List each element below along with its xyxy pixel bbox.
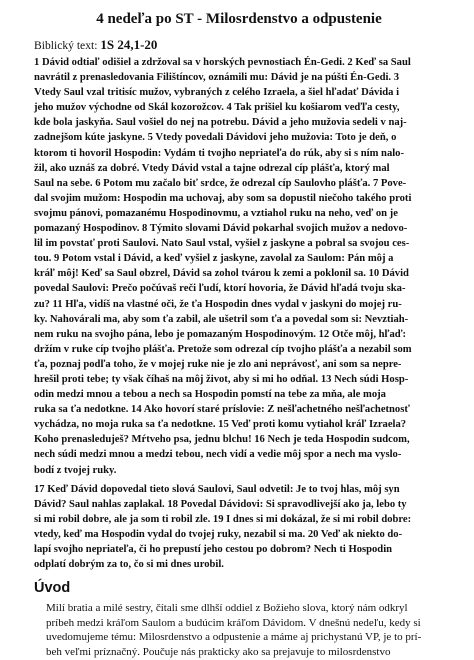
text-line: jeho mužov východne od Skál kozorožcov. 4 Tak prišiel ku košiarom veďľa cesty, (34, 102, 400, 114)
text-line: nem ruku na svojho pána, lebo je pomazaným Hospodinovým. 12 Otče môj, hľaď: (34, 328, 407, 340)
text-line: odin medzi mnou a tebou a nech sa Hospodin pomstí na tebe za mňa, ale moja (34, 389, 386, 401)
text-line: povedal Saulovi: Prečo počúvaš reči ľudí, ktorí hovoria, že Dávid hľadá tvoju ska- (34, 283, 406, 295)
text-line: zu? 11 Hľa, vidíš na vlastné oči, že ťa Hospodin dnes vydal v jaskyni do mojej ru- (34, 298, 402, 310)
text-line: vtedy, keď ma Hospodin vydal do tvojej ruky, nezabil si ma. 20 Veď ak niekto do- (34, 528, 403, 540)
text-line: odplatí dobrým za to, čo si mi dnes urobil. (34, 559, 224, 571)
scripture-paragraph-2 (34, 482, 444, 573)
text-line: uvedomujeme tému: Milosrdenstvo a odpustenie a máme aj prichystanú VP, je to prí- (46, 631, 422, 644)
text-line: lapí svojho nepriateľa, či ho prepustí jeho cestou po dobrom? Nech ti Hospodin (34, 544, 393, 555)
text-line: vychádza, no moja ruka sa ťa nedotkne. 15 Veď proti komu vytiahol kráľ Izraela? (34, 419, 407, 431)
text-line: pomazaný Hospodinov. 8 Týmito slovami Dávid pokarhal svojich mužov a nedovo- (34, 223, 408, 235)
text-line: dal svojim mužom: Hospodin ma uchovaj, aby som sa dopustil niečoho takého proti (34, 192, 412, 204)
scripture-paragraph-1 (34, 55, 444, 478)
text-line: beh veľmi príznačný. Poučuje nás prakticky ako sa prejavuje to milosrdenstvo (46, 645, 391, 658)
section-heading: Úvod (34, 580, 71, 597)
scripture-reference: 1S 24,1-20 (100, 37, 158, 52)
text-line: ruka sa ťa nedotkne. 14 Ako hovorí staré príslovie: Z nešľachetného nešľachetnosť (34, 404, 410, 416)
text-line: bodí z tvojej ruky. (34, 464, 117, 476)
text-line: Koho prenasleduješ? Mŕtveho psa, jednu blchu! 16 Nech je teda Hospodin sudcom, (34, 434, 410, 446)
text-line: zadnejšom kúte jaskyne. 5 Vtedy povedali Dávidovi jeho mužovia: Toto je deň, o (34, 132, 397, 144)
text-line: ťa, poznaj podľa toho, že v mojej ruke nie je zlo ani neprávosť, ani som sa nepre- (34, 358, 402, 370)
text-line: lil im povstať proti Saulovi. Nato Saul vstal, vyšiel z jaskyne a pobral sa svojou ces- (34, 238, 410, 250)
scripture-reference-line (34, 37, 444, 53)
text-line: nech súdi medzi mnou a medzi tebou, nech vidí a vedie môj spor a nech ma vyslo- (34, 449, 402, 461)
text-line: Dávid? Saul nahlas zaplakal. 18 Povedal Dávidovi: Si spravodlivejší ako ja, lebo ty (34, 498, 407, 510)
text-line: 1 Dávid odtiaľ odišiel a zdržoval sa v horských pevnostiach Én-Gedi. 2 Keď sa Saul (34, 57, 411, 68)
text-line: žil, ako uznáš za dobré. Vtedy Dávid vstal a tajne odrezal cíp plášťa, ktorý mal (34, 162, 390, 174)
text-line: svojmu pánovi, pomazanému Hospodinovmu, a vztiahol ruku na neho, veď on je (34, 207, 398, 219)
text-line: ktorom ti hovoril Hospodin: Vydám ti tvojho nepriateľa do rúk, aby si s ním nalo- (34, 147, 405, 159)
text-line: Vtedy Saul vzal tritisíc mužov, vybraných z celého Izraela, a šiel hľadať Dávida i (34, 87, 400, 99)
intro-paragraph (34, 601, 444, 659)
reference-label: Biblický text: (34, 39, 98, 52)
text-line: navrátil z prenasledovania Filištíncov, oznámili mu: Dávid je na púšti Én-Gedi. 3 (34, 72, 400, 84)
text-line: kráľ môj! Keď sa Saul obzrel, Dávid sa zohol tvárou k zemi a poklonil sa. 10 Dávid (34, 268, 409, 280)
text-line: tou. 9 Potom vstal i Dávid, a keď vyšiel z jaskyne, zavolal za Saulom: Pán môj a (34, 253, 394, 265)
text-line: hrešil proti tebe; ty však číhaš na môj život, aby si mi ho odňal. 13 Nech súdi Hosp- (34, 373, 409, 385)
text-line: držím v ruke cíp tvojho plášťa. Pretože som odrezal cíp tvojho plášťa a nezabil som (34, 343, 412, 355)
text-line: ky. Nahovárali ma, aby som ťa zabil, ale ušetril som ťa a povedal som si: Nevztiah- (34, 313, 409, 325)
text-line: príbeh medzi kráľom Saulom a budúcim kráľom Dávidom. V dnešnú nedeľu, kedy si (46, 616, 421, 629)
text-line: Saul na sebe. 6 Potom mu začalo biť srdce, že odrezal cíp Saulovho plášťa. 7 Pove- (34, 177, 407, 189)
text-line: 17 Keď Dávid dopovedal tieto slová Saulovi, Saul odvetil: Je to tvoj hlas, môj syn (34, 483, 400, 495)
text-line: si mi robil dobre, ale ja som ti robil zle. 19 I dnes si mi dokázal, že si mi robil dobre: (34, 513, 412, 525)
text-line: Milí bratia a milé sestry, čítali sme dlhší oddiel z Božieho slova, ktorý nám odkryl (46, 602, 408, 615)
text-line: kde bola jaskyňa. Saul vošiel do nej na potrebu. Dávid a jeho mužovia sedeli v naj- (34, 117, 407, 129)
document-title: 4 nedeľa po ST - Milosrdenstvo a odpustenie (96, 11, 382, 27)
